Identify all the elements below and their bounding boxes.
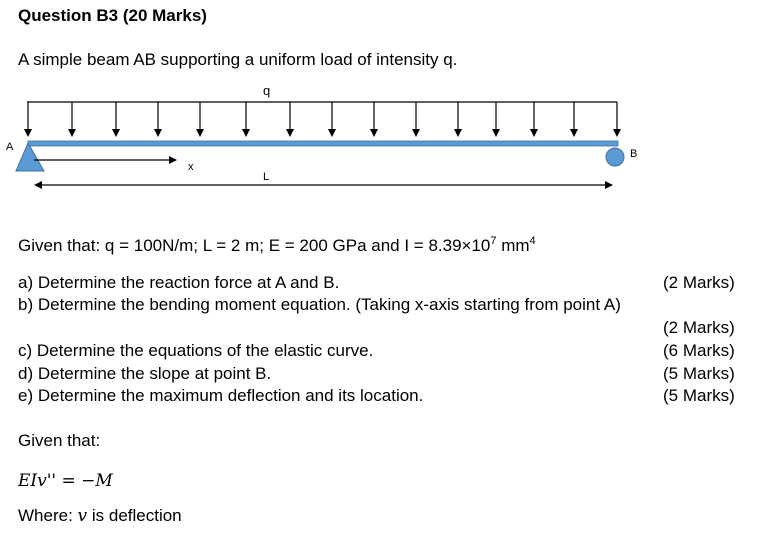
load-arrow-head: [370, 129, 378, 137]
load-arrow-head: [328, 129, 336, 137]
question-a: a) Determine the reaction force at A and B.: [18, 273, 340, 292]
problem-statement: A simple beam AB supporting a uniform load of intensity q.: [18, 50, 458, 69]
length-label: L: [263, 171, 270, 183]
exponent-7: 7: [490, 235, 497, 247]
where-note: [18, 506, 182, 526]
given-values-text: Given that: q = 100N/m; L = 2 m; E = 200 GPa and I = 8.39×10: [18, 236, 491, 255]
where-prefix: Where:: [18, 506, 78, 525]
where-suffix: is deflection: [87, 506, 182, 525]
point-b-label: B: [630, 148, 638, 160]
load-arrows: [24, 102, 621, 137]
load-arrow-head: [570, 129, 578, 137]
roller-support-b: [606, 148, 624, 166]
where-variable: v: [77, 506, 88, 526]
load-arrow-head: [242, 129, 250, 137]
load-arrow-head: [412, 129, 420, 137]
load-arrow-head: [530, 129, 538, 137]
load-arrow-head: [68, 129, 76, 137]
marks-b: (2 Marks): [663, 318, 735, 337]
length-arrow-left-head: [34, 181, 42, 189]
load-arrow-head: [154, 129, 162, 137]
marks-c: (6 Marks): [663, 341, 735, 360]
question-b: b) Determine the bending moment equation. (Taking x-axis starting from point A): [18, 295, 621, 314]
load-arrow-head: [613, 129, 621, 137]
beam: [28, 141, 618, 146]
marks-e: (5 Marks): [663, 386, 735, 405]
load-arrow-head: [492, 129, 500, 137]
question-d: d) Determine the slope at point B.: [18, 364, 272, 383]
load-arrow-head: [454, 129, 462, 137]
given-unit: mm: [496, 236, 530, 255]
load-arrow-head: [196, 129, 204, 137]
load-intensity-label: q: [263, 85, 271, 98]
beam-diagram: [0, 85, 640, 200]
pin-support-a: [16, 143, 44, 171]
given-values: [18, 236, 536, 256]
marks-a: (2 Marks): [663, 273, 735, 292]
question-c: c) Determine the equations of the elastic curve.: [18, 341, 374, 360]
given-that-heading: Given that:: [18, 431, 101, 450]
point-a-label: A: [6, 141, 14, 153]
exponent-4: 4: [529, 235, 536, 247]
load-arrow-head: [24, 129, 32, 137]
load-arrow-head: [286, 129, 294, 137]
question-title: Question B3 (20 Marks): [18, 6, 207, 25]
load-arrow-head: [112, 129, 120, 137]
x-label: x: [188, 161, 194, 173]
question-e: e) Determine the maximum deflection and its location.: [18, 386, 424, 405]
marks-d: (5 Marks): [663, 364, 735, 383]
governing-equation: EIv'' = −M: [18, 471, 113, 491]
